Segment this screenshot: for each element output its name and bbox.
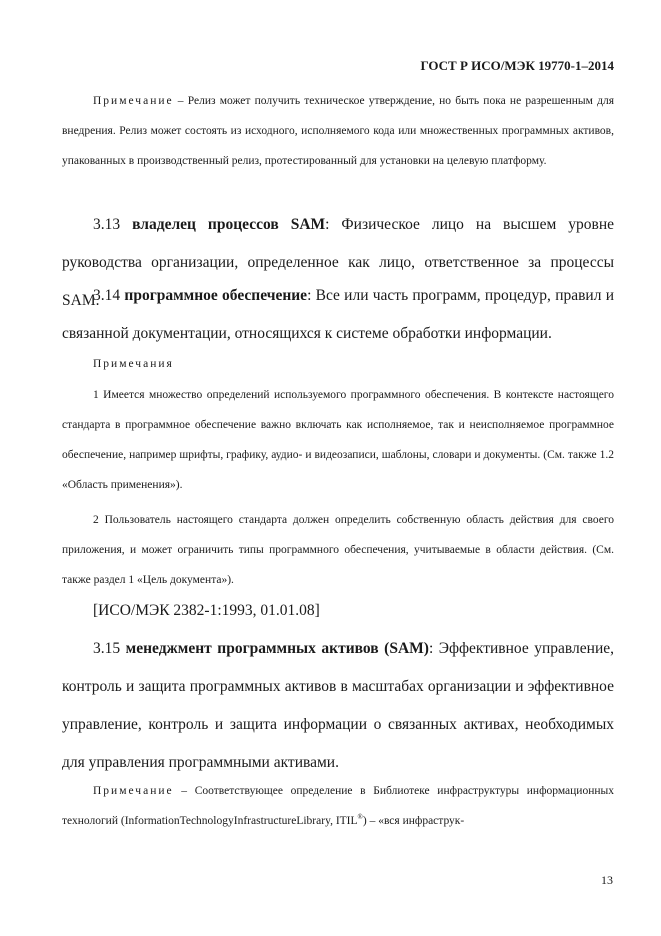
- note-item-2: 2 Пользователь настоящего стандарта должен определить собственную область действия для своего приложения, и может ограничить типы программного обеспечения, учитываемые в области действия. (См. также раздел 1 «Цель документа»).: [62, 514, 614, 586]
- note-text: – Релиз может получить техническое утверждение, но быть пока не разрешенным для внедрения. Релиз может состоять из исходного, исполняемого кода или множественных программных активов, упакованных в производственный релиз, протестированный для установки на целевую платформу.: [62, 95, 614, 167]
- definition-number: 3.14: [93, 287, 125, 304]
- note-label: Примечание: [93, 785, 174, 797]
- note-release: [62, 86, 614, 176]
- definition-number: 3.13: [93, 216, 133, 233]
- note-itil: [62, 776, 614, 836]
- definition-3-15: [62, 630, 614, 782]
- definition-term: программное обеспечение: [124, 287, 308, 304]
- note-text-end: ) – «вся инфраструк-: [362, 815, 465, 827]
- definition-term: владелец процессов SAM: [132, 216, 326, 233]
- document-header: ГОСТ Р ИСО/МЭК 19770-1–2014: [420, 58, 614, 73]
- definition-text: : Все или часть программ, процедур, правил и связанной документации, относящихся к системе обработки информации.: [62, 287, 615, 342]
- definition-text: : Физическое лицо на высшем уровне руководства организации, определенное как лицо, ответственное за процессы SAM.: [62, 216, 615, 309]
- note-label: Примечание: [93, 95, 174, 107]
- registered-mark: ®: [357, 813, 363, 822]
- notes-label: Примечания: [93, 358, 174, 370]
- definition-3-14: [62, 277, 614, 353]
- definition-term: менеджмент программных активов (SAM): [125, 640, 429, 657]
- reference-citation: [ИСО/МЭК 2382-1:1993, 01.01.08]: [93, 602, 320, 619]
- note-text: – Соответствующее определение в Библиотеке инфраструктуры информационных технологий (InformationTechnologyInfrastructureLibrary, ITIL: [62, 785, 614, 827]
- definition-text: : Эффективное управление, контроль и защита программных активов в масштабах организации и эффективное управление, контроль и защита информации о связанных активах, необходимых для управления программными активами.: [62, 640, 614, 771]
- page-number: 13: [601, 873, 613, 887]
- definition-number: 3.15: [93, 640, 126, 657]
- note-item-1: 1 Имеется множество определений используемого программного обеспечения. В контексте настоящего стандарта в программное обеспечение важно включать как исполняемое, так и неисполняемое программное обеспечение, например шрифты, графику, аудио- и видеозаписи, шаблоны, словари и документы. (См. также 1.2 «Область применения»).: [62, 389, 614, 491]
